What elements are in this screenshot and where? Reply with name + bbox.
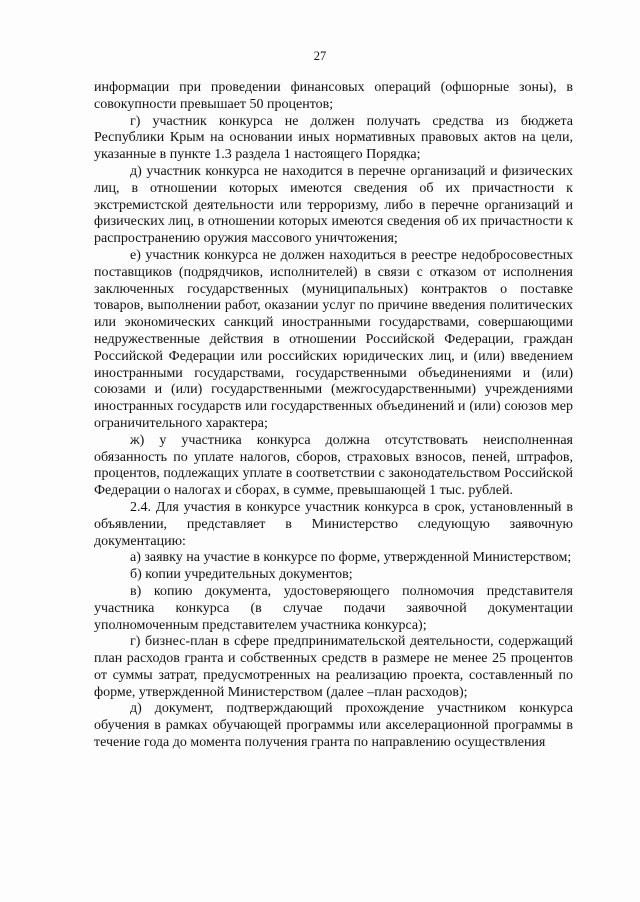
paragraph-doc-g: г) бизнес-план в сфере предпринимательской деятельности, содержащий план расходов гранта и собственных средств в размере не менее 25 процентов от суммы затрат, предусмотренных на реализацию проекта, составленный по форме, утвержденной Министерством (далее –план расходов); — [94, 634, 573, 700]
paragraph-item-e: е) участник конкурса не должен находиться в реестре недобросовестных поставщиков (подрядчиков, исполнителей) в связи с отказом от исполнения заключенных государственных (муниципальных) контрактов о поставке товаров, выполнении работ, оказании услуг по причине введения политических или экономических санкций иностранными государствами, совершающими недружественные действия в отношении Российской Федерации, граждан Российской Федерации или российских юридических лиц, и (или) введением иностранными государствами, государственными объединениями и (или) союзами и (или) государственными (межгосударственными) учреждениями иностранных государств или государственных объединений и (или) союзов мер ограничительного характера; — [94, 247, 573, 431]
paragraph-doc-b: б) копии учредительных документов; — [130, 567, 353, 583]
paragraph-section-2-4: 2.4. Для участия в конкурсе участник конкурса в срок, установленный в объявлении, представляет в Министерство следующую заявочную документацию: — [94, 499, 573, 549]
paragraph-item-d: д) участник конкурса не находится в перечне организаций и физических лиц, в отношении которых имеются сведения об их причастности к экстремистской деятельности или терроризму, либо в перечне организаций и физических лиц, в отношении которых имеются сведения об их причастности к распространению оружия массового уничтожения; — [94, 163, 573, 247]
paragraph-continuation: информации при проведении финансовых операций (офшорные зоны), в совокупности превышает 50 процентов; — [94, 80, 573, 112]
document-body — [94, 80, 573, 752]
page-number: 27 — [313, 49, 327, 63]
paragraph-doc-d: д) документ, подтверждающий прохождение участником конкурса обучения в рамках обучающей программы или акселерационной программы в течение года до момента получения гранта по направлению осуществления — [94, 701, 573, 751]
paragraph-doc-a: а) заявку на участие в конкурсе по форме, утвержденной Министерством; — [130, 550, 572, 566]
paragraph-item-zh: ж) у участника конкурса должна отсутствовать неисполненная обязанность по уплате налогов, сборов, страховых взносов, пеней, штрафов, процентов, подлежащих уплате в соответствии с законодательством Российской Федерации о налогах и сборах, в сумме, превышающей 1 тыс. рублей. — [94, 432, 573, 499]
paragraph-doc-v: в) копию документа, удостоверяющего полномочия представителя участника конкурса (в случае подачи заявочной документации уполномоченным представителем участника конкурса); — [94, 583, 573, 633]
paragraph-item-g: г) участник конкурса не должен получать средства из бюджета Республики Крым на основании иных нормативных правовых актов на цели, указанные в пункте 1.3 раздела 1 настоящего Порядка; — [94, 113, 573, 163]
